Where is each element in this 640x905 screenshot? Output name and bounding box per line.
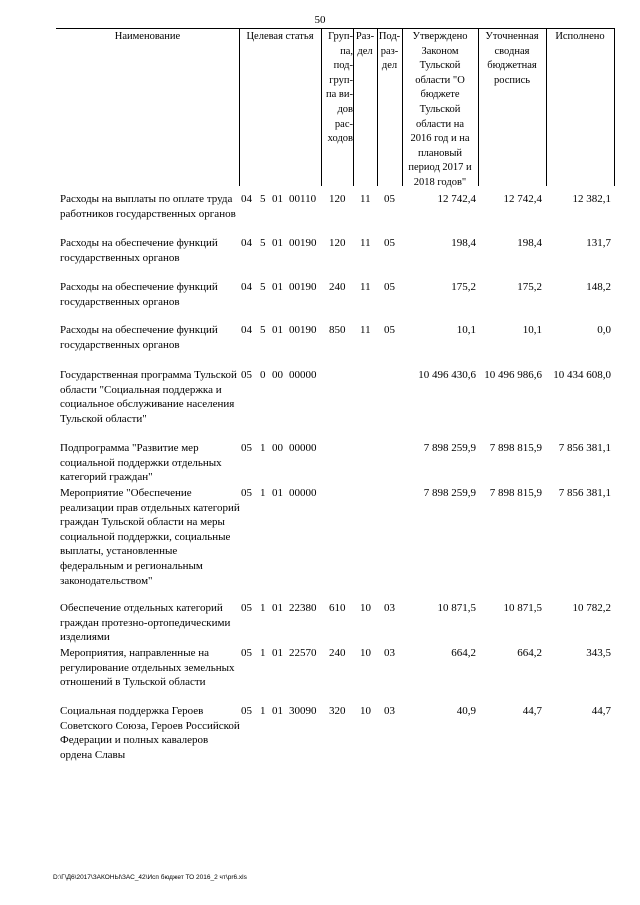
executed-amount: 131,7: [586, 237, 611, 249]
target-code-event: 00: [272, 442, 283, 454]
target-code-direction: 00000: [289, 487, 317, 499]
header-divider: [546, 28, 547, 186]
refined-amount: 175,2: [517, 281, 542, 293]
header-top-rule: [56, 28, 614, 29]
approved-amount: 40,9: [456, 705, 476, 717]
target-code-subprogram: 5: [260, 193, 266, 205]
subsection-code: 05: [384, 237, 395, 249]
target-code-program: 05: [241, 487, 252, 499]
target-code-subprogram: 1: [260, 442, 266, 454]
section-code: 11: [360, 324, 371, 336]
executed-amount: 148,2: [586, 281, 611, 293]
page-number: 50: [314, 14, 326, 26]
target-code-subprogram: 1: [260, 487, 266, 499]
header-approved: Утверждено Законом Тульской области "О бюджете Тульской области на 2016 год и на плановый период 2017 и 2018 годов": [408, 31, 472, 188]
header-expense-group: Груп- па, под- груп- па ви- дов рас- ходов: [326, 31, 353, 145]
target-code-direction: 00190: [289, 281, 317, 293]
header-divider: [239, 28, 240, 186]
subsection-code: 03: [384, 602, 395, 614]
target-code-event: 01: [272, 647, 283, 659]
expense-type-code: 240: [329, 647, 346, 659]
refined-amount: 7 898 815,9: [489, 442, 542, 454]
row-name: Обеспечение отдельных категорий граждан протезно-ортопедическими изделиями: [60, 602, 231, 644]
approved-amount: 664,2: [451, 647, 476, 659]
row-name: Расходы на обеспечение функций государственных органов: [60, 237, 218, 264]
target-code-event: 01: [272, 705, 283, 717]
executed-amount: 10 782,2: [572, 602, 611, 614]
approved-amount: 7 898 259,9: [423, 487, 476, 499]
subsection-code: 05: [384, 193, 395, 205]
row-name: Расходы на обеспечение функций государственных органов: [60, 281, 218, 308]
approved-amount: 12 742,4: [437, 193, 476, 205]
file-path-footer: D:\Г\Д6\2017\ЗАКОНЫ\ЗАС_42\Исп бюджет ТО 2016_2 чт\pr6.xls: [53, 874, 247, 881]
target-code-subprogram: 5: [260, 324, 266, 336]
target-code-event: 01: [272, 602, 283, 614]
expense-type-code: 320: [329, 705, 346, 717]
executed-amount: 343,5: [586, 647, 611, 659]
target-code-event: 00: [272, 369, 283, 381]
refined-amount: 10 496 986,6: [484, 369, 542, 381]
row-name: Мероприятия, направленные на регулирование отдельных земельных отношений в Тульской области: [60, 647, 235, 689]
target-code-program: 04: [241, 281, 252, 293]
expense-type-code: 610: [329, 602, 346, 614]
target-code-direction: 00190: [289, 324, 317, 336]
target-code-direction: 22570: [289, 647, 317, 659]
refined-amount: 664,2: [517, 647, 542, 659]
target-code-subprogram: 1: [260, 602, 266, 614]
target-code-program: 04: [241, 237, 252, 249]
target-code-program: 04: [241, 324, 252, 336]
header-refined: Уточненная сводная бюджетная роспись: [485, 31, 539, 86]
approved-amount: 10,1: [456, 324, 476, 336]
expense-type-code: 240: [329, 281, 346, 293]
target-code-program: 04: [241, 193, 252, 205]
refined-amount: 12 742,4: [503, 193, 542, 205]
approved-amount: 7 898 259,9: [423, 442, 476, 454]
executed-amount: 10 434 608,0: [553, 369, 611, 381]
target-code-direction: 00110: [289, 193, 317, 205]
subsection-code: 05: [384, 324, 395, 336]
target-code-subprogram: 5: [260, 237, 266, 249]
target-code-subprogram: 0: [260, 369, 266, 381]
header-executed: Исполнено: [555, 31, 605, 42]
section-code: 11: [360, 237, 371, 249]
target-code-event: 01: [272, 324, 283, 336]
executed-amount: 0,0: [597, 324, 611, 336]
header-section: Раз- дел: [355, 31, 375, 57]
subsection-code: 03: [384, 647, 395, 659]
row-name: Расходы на выплаты по оплате труда работников государственных органов: [60, 193, 236, 220]
header-target: Целевая статья: [246, 31, 314, 42]
target-code-direction: 22380: [289, 602, 317, 614]
target-code-program: 05: [241, 369, 252, 381]
row-name: Государственная программа Тульской области "Социальная поддержка и социальное обслуживание населения Тульской области": [60, 369, 237, 425]
target-code-program: 05: [241, 705, 252, 717]
subsection-code: 05: [384, 281, 395, 293]
target-code-event: 01: [272, 487, 283, 499]
row-name: Подпрограмма "Развитие мер социальной поддержки отдельных категорий граждан": [60, 442, 222, 484]
section-code: 11: [360, 193, 371, 205]
target-code-direction: 00190: [289, 237, 317, 249]
target-code-direction: 00000: [289, 442, 317, 454]
section-code: 10: [360, 647, 371, 659]
target-code-event: 01: [272, 281, 283, 293]
refined-amount: 44,7: [522, 705, 542, 717]
target-code-direction: 30090: [289, 705, 317, 717]
executed-amount: 7 856 381,1: [558, 487, 611, 499]
approved-amount: 175,2: [451, 281, 476, 293]
executed-amount: 12 382,1: [572, 193, 611, 205]
refined-amount: 10 871,5: [503, 602, 542, 614]
target-code-subprogram: 1: [260, 705, 266, 717]
expense-type-code: 850: [329, 324, 346, 336]
row-name: Мероприятие "Обеспечение реализации прав отдельных категорий граждан Тульской области на меры социальной поддержки, социальные выплаты, установленные федеральным и региональным законодательством": [60, 487, 240, 587]
target-code-subprogram: 1: [260, 647, 266, 659]
expense-type-code: 120: [329, 193, 346, 205]
executed-amount: 44,7: [591, 705, 611, 717]
refined-amount: 198,4: [517, 237, 542, 249]
executed-amount: 7 856 381,1: [558, 442, 611, 454]
target-code-direction: 00000: [289, 369, 317, 381]
approved-amount: 198,4: [451, 237, 476, 249]
header-name: Наименование: [114, 31, 181, 42]
target-code-program: 05: [241, 602, 252, 614]
header-subsection: Под- раз- дел: [378, 31, 401, 72]
target-code-program: 05: [241, 442, 252, 454]
section-code: 10: [360, 705, 371, 717]
section-code: 10: [360, 602, 371, 614]
target-code-subprogram: 5: [260, 281, 266, 293]
row-name: Социальная поддержка Героев Советского Союза, Героев Российской Федерации и полных кавалеров ордена Славы: [60, 705, 240, 761]
section-code: 11: [360, 281, 371, 293]
row-name: Расходы на обеспечение функций государственных органов: [60, 324, 218, 351]
target-code-event: 01: [272, 237, 283, 249]
subsection-code: 03: [384, 705, 395, 717]
header-divider: [614, 28, 615, 186]
target-code-event: 01: [272, 193, 283, 205]
target-code-program: 05: [241, 647, 252, 659]
approved-amount: 10 496 430,6: [418, 369, 476, 381]
approved-amount: 10 871,5: [437, 602, 476, 614]
expense-type-code: 120: [329, 237, 346, 249]
refined-amount: 7 898 815,9: [489, 487, 542, 499]
refined-amount: 10,1: [522, 324, 542, 336]
